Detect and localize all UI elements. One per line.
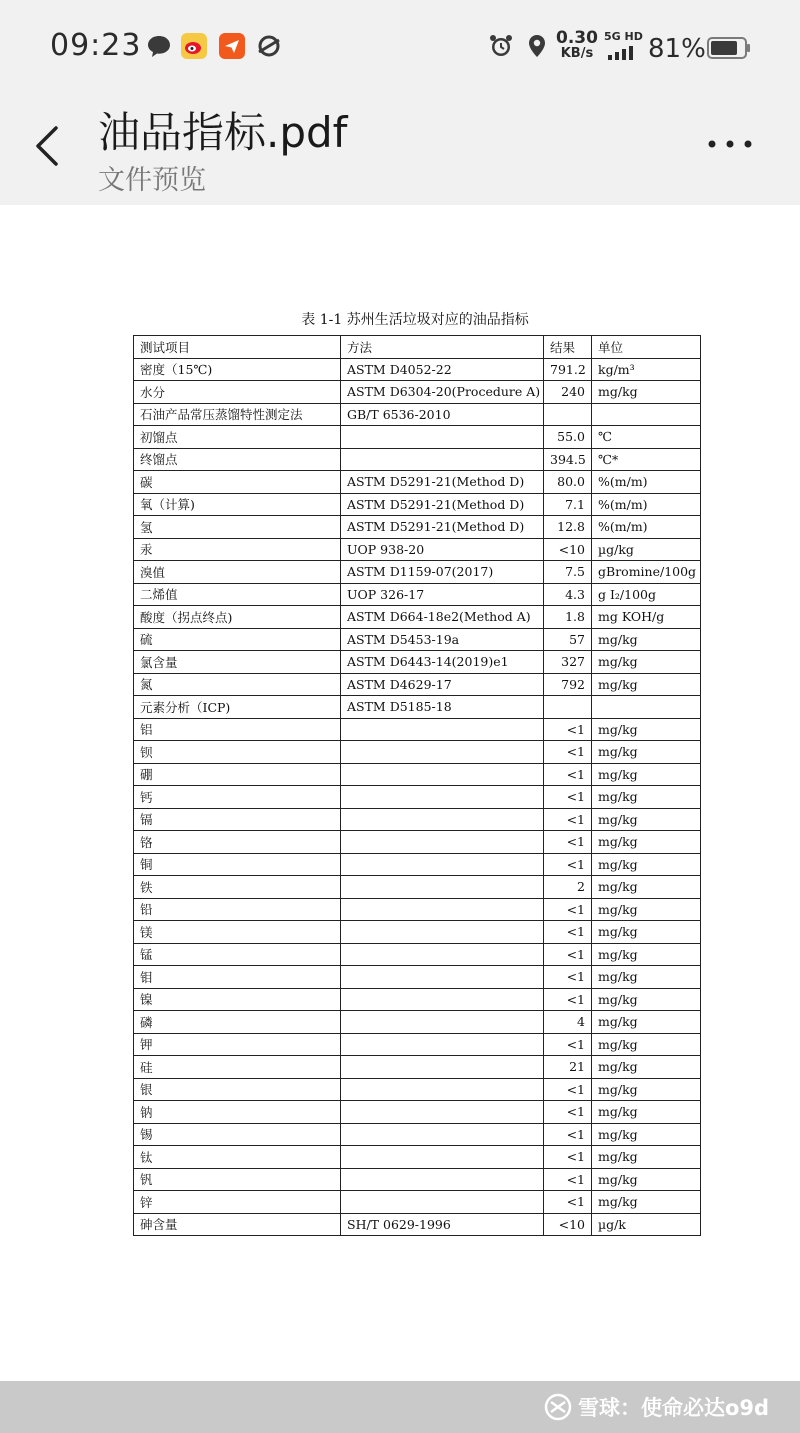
row-item: 钼 bbox=[134, 966, 341, 989]
row-unit: mg/kg bbox=[592, 718, 701, 741]
row-result: 394.5 bbox=[544, 448, 592, 471]
row-unit: gBromine/100g bbox=[592, 561, 701, 584]
row-result: <1 bbox=[544, 853, 592, 876]
row-item: 密度（15℃) bbox=[134, 358, 341, 381]
watermark-text: 雪球：使命必达o9d bbox=[578, 1396, 770, 1420]
row-unit: mg/kg bbox=[592, 966, 701, 989]
table-row bbox=[134, 1191, 701, 1214]
row-method: ASTM D5185-18 bbox=[341, 696, 544, 719]
row-unit: mg/kg bbox=[592, 1191, 701, 1214]
row-result: <1 bbox=[544, 1123, 592, 1146]
row-method bbox=[341, 1191, 544, 1214]
table-row bbox=[134, 966, 701, 989]
table-row bbox=[134, 628, 701, 651]
row-method bbox=[341, 808, 544, 831]
row-method: UOP 326-17 bbox=[341, 583, 544, 606]
row-unit: mg/kg bbox=[592, 1101, 701, 1124]
row-item: 镉 bbox=[134, 808, 341, 831]
row-result bbox=[544, 696, 592, 719]
row-unit: %(m/m) bbox=[592, 493, 701, 516]
row-method: ASTM D6304-20(Procedure A) bbox=[341, 381, 544, 404]
row-item: 镁 bbox=[134, 921, 341, 944]
table-row bbox=[134, 516, 701, 539]
row-method bbox=[341, 966, 544, 989]
table-row bbox=[134, 1056, 701, 1079]
row-method: ASTM D4052-22 bbox=[341, 358, 544, 381]
row-item: 终馏点 bbox=[134, 448, 341, 471]
row-unit: mg/kg bbox=[592, 898, 701, 921]
row-unit: ℃* bbox=[592, 448, 701, 471]
row-item: 钾 bbox=[134, 1033, 341, 1056]
row-unit: g I₂/100g bbox=[592, 583, 701, 606]
row-result: <1 bbox=[544, 1101, 592, 1124]
row-unit: µg/k bbox=[592, 1213, 701, 1236]
row-method: ASTM D6443-14(2019)e1 bbox=[341, 651, 544, 674]
row-item: 硫 bbox=[134, 628, 341, 651]
snowball-logo-icon bbox=[544, 1393, 572, 1421]
file-subtitle: 文件预览 bbox=[98, 165, 206, 196]
row-method bbox=[341, 741, 544, 764]
speed-value: 0.30 bbox=[556, 28, 598, 48]
row-method: SH/T 0629-1996 bbox=[341, 1213, 544, 1236]
row-result: 80.0 bbox=[544, 471, 592, 494]
pdf-preview[interactable] bbox=[0, 205, 800, 1381]
row-unit: %(m/m) bbox=[592, 516, 701, 539]
row-unit: mg/kg bbox=[592, 381, 701, 404]
row-result: <1 bbox=[544, 1146, 592, 1169]
spec-table bbox=[133, 335, 701, 1236]
row-method bbox=[341, 1101, 544, 1124]
row-method bbox=[341, 1123, 544, 1146]
row-unit: mg/kg bbox=[592, 1056, 701, 1079]
row-unit: mg/kg bbox=[592, 1146, 701, 1169]
row-unit: mg/kg bbox=[592, 1078, 701, 1101]
row-result: <1 bbox=[544, 966, 592, 989]
row-item: 钙 bbox=[134, 786, 341, 809]
row-method bbox=[341, 988, 544, 1011]
table-caption: 表 1-1 苏州生活垃圾对应的油品指标 bbox=[301, 312, 529, 328]
row-unit: µg/kg bbox=[592, 538, 701, 561]
row-result: 327 bbox=[544, 651, 592, 674]
table-row bbox=[134, 876, 701, 899]
table-row bbox=[134, 448, 701, 471]
battery-icon bbox=[707, 37, 751, 59]
row-item: 碳 bbox=[134, 471, 341, 494]
row-unit: mg/kg bbox=[592, 1011, 701, 1034]
row-item: 酸度（拐点终点) bbox=[134, 606, 341, 629]
row-method bbox=[341, 448, 544, 471]
row-item: 锰 bbox=[134, 943, 341, 966]
row-unit bbox=[592, 696, 701, 719]
row-method bbox=[341, 426, 544, 449]
row-method bbox=[341, 763, 544, 786]
table-row bbox=[134, 786, 701, 809]
row-item: 氯含量 bbox=[134, 651, 341, 674]
table-row bbox=[134, 988, 701, 1011]
row-unit: mg/kg bbox=[592, 831, 701, 854]
header-result: 结果 bbox=[544, 336, 592, 359]
row-unit: mg/kg bbox=[592, 763, 701, 786]
row-method bbox=[341, 1056, 544, 1079]
row-result bbox=[544, 403, 592, 426]
table-row bbox=[134, 538, 701, 561]
table-row bbox=[134, 651, 701, 674]
row-method bbox=[341, 898, 544, 921]
row-unit: mg/kg bbox=[592, 921, 701, 944]
signal-icon bbox=[608, 46, 640, 60]
row-unit: ℃ bbox=[592, 426, 701, 449]
row-method bbox=[341, 921, 544, 944]
row-result: <1 bbox=[544, 898, 592, 921]
row-result: <1 bbox=[544, 1191, 592, 1214]
row-item: 砷含量 bbox=[134, 1213, 341, 1236]
row-item: 铬 bbox=[134, 831, 341, 854]
network-type: 5G HD bbox=[604, 30, 643, 43]
row-method bbox=[341, 943, 544, 966]
table-row bbox=[134, 1078, 701, 1101]
row-unit: mg/kg bbox=[592, 876, 701, 899]
row-result: <1 bbox=[544, 786, 592, 809]
row-result: 12.8 bbox=[544, 516, 592, 539]
weibo-icon bbox=[181, 33, 207, 59]
table-row bbox=[134, 561, 701, 584]
row-item: 锌 bbox=[134, 1191, 341, 1214]
row-unit: mg KOH/g bbox=[592, 606, 701, 629]
table-row bbox=[134, 381, 701, 404]
chat-bubble-icon bbox=[146, 33, 172, 59]
row-result: 57 bbox=[544, 628, 592, 651]
row-item: 锡 bbox=[134, 1123, 341, 1146]
row-item: 硅 bbox=[134, 1056, 341, 1079]
table-row bbox=[134, 921, 701, 944]
table-row bbox=[134, 358, 701, 381]
table-row bbox=[134, 583, 701, 606]
alarm-icon bbox=[488, 33, 514, 59]
table-row bbox=[134, 1168, 701, 1191]
row-unit: mg/kg bbox=[592, 988, 701, 1011]
row-result: <1 bbox=[544, 988, 592, 1011]
planet-icon bbox=[256, 33, 282, 59]
row-result: <1 bbox=[544, 1168, 592, 1191]
row-result: 7.5 bbox=[544, 561, 592, 584]
row-item: 银 bbox=[134, 1078, 341, 1101]
row-method: ASTM D5291-21(Method D) bbox=[341, 471, 544, 494]
row-method bbox=[341, 876, 544, 899]
table-row bbox=[134, 471, 701, 494]
send-app-icon bbox=[219, 33, 245, 59]
row-item: 氢 bbox=[134, 516, 341, 539]
clock: 09:23 bbox=[50, 28, 142, 63]
row-item: 氮 bbox=[134, 673, 341, 696]
table-row bbox=[134, 741, 701, 764]
battery-percent: 81% bbox=[648, 34, 706, 64]
row-item: 元素分析（ICP) bbox=[134, 696, 341, 719]
row-item: 钒 bbox=[134, 1168, 341, 1191]
row-item: 硼 bbox=[134, 763, 341, 786]
row-unit: mg/kg bbox=[592, 853, 701, 876]
row-method: ASTM D1159-07(2017) bbox=[341, 561, 544, 584]
row-item: 钠 bbox=[134, 1101, 341, 1124]
header-item: 测试项目 bbox=[134, 336, 341, 359]
table-row bbox=[134, 853, 701, 876]
row-unit: mg/kg bbox=[592, 943, 701, 966]
row-result: 791.2 bbox=[544, 358, 592, 381]
back-arrow-icon[interactable] bbox=[30, 122, 66, 170]
table-row bbox=[134, 943, 701, 966]
row-result: 7.1 bbox=[544, 493, 592, 516]
row-method: ASTM D4629-17 bbox=[341, 673, 544, 696]
row-result: <1 bbox=[544, 831, 592, 854]
row-item: 铝 bbox=[134, 718, 341, 741]
row-unit: mg/kg bbox=[592, 628, 701, 651]
file-title: 油品指标.pdf bbox=[98, 108, 348, 157]
table-row bbox=[134, 1123, 701, 1146]
row-method bbox=[341, 1146, 544, 1169]
speed-unit: KB/s bbox=[560, 46, 594, 61]
row-item: 二烯值 bbox=[134, 583, 341, 606]
row-method bbox=[341, 1011, 544, 1034]
row-result: 792 bbox=[544, 673, 592, 696]
row-method bbox=[341, 1078, 544, 1101]
row-item: 石油产品常压蒸馏特性测定法 bbox=[134, 403, 341, 426]
row-item: 铅 bbox=[134, 898, 341, 921]
row-result: <1 bbox=[544, 808, 592, 831]
status-bar bbox=[0, 0, 800, 92]
row-result: <1 bbox=[544, 1033, 592, 1056]
row-item: 氧（计算) bbox=[134, 493, 341, 516]
row-unit: mg/kg bbox=[592, 786, 701, 809]
row-result: 55.0 bbox=[544, 426, 592, 449]
row-unit: mg/kg bbox=[592, 808, 701, 831]
row-unit: %(m/m) bbox=[592, 471, 701, 494]
row-method bbox=[341, 853, 544, 876]
row-result: 1.8 bbox=[544, 606, 592, 629]
row-method: GB/T 6536-2010 bbox=[341, 403, 544, 426]
row-item: 初馏点 bbox=[134, 426, 341, 449]
row-unit: mg/kg bbox=[592, 741, 701, 764]
row-method bbox=[341, 718, 544, 741]
row-item: 铁 bbox=[134, 876, 341, 899]
row-method bbox=[341, 1033, 544, 1056]
network-speed bbox=[556, 30, 598, 62]
row-result: <1 bbox=[544, 741, 592, 764]
table-row bbox=[134, 718, 701, 741]
table-row bbox=[134, 1146, 701, 1169]
table-row bbox=[134, 1033, 701, 1056]
more-options-icon[interactable] bbox=[704, 134, 756, 154]
row-item: 水分 bbox=[134, 381, 341, 404]
row-result: <1 bbox=[544, 718, 592, 741]
row-item: 钡 bbox=[134, 741, 341, 764]
row-item: 铜 bbox=[134, 853, 341, 876]
table-header-row bbox=[134, 336, 701, 359]
table-row bbox=[134, 426, 701, 449]
row-result: <1 bbox=[544, 1078, 592, 1101]
row-method: ASTM D664-18e2(Method A) bbox=[341, 606, 544, 629]
row-method: ASTM D5291-21(Method D) bbox=[341, 516, 544, 539]
table-row bbox=[134, 606, 701, 629]
table-row bbox=[134, 808, 701, 831]
watermark-bar bbox=[0, 1381, 800, 1433]
row-result: <1 bbox=[544, 943, 592, 966]
row-method bbox=[341, 1168, 544, 1191]
row-unit: mg/kg bbox=[592, 1033, 701, 1056]
location-icon bbox=[524, 33, 550, 59]
table-row bbox=[134, 696, 701, 719]
row-item: 溴值 bbox=[134, 561, 341, 584]
row-method bbox=[341, 786, 544, 809]
table-row bbox=[134, 898, 701, 921]
table-row bbox=[134, 493, 701, 516]
row-item: 磷 bbox=[134, 1011, 341, 1034]
table-row bbox=[134, 763, 701, 786]
header-unit: 单位 bbox=[592, 336, 701, 359]
row-result: <1 bbox=[544, 763, 592, 786]
row-result: 2 bbox=[544, 876, 592, 899]
row-result: 240 bbox=[544, 381, 592, 404]
row-item: 镍 bbox=[134, 988, 341, 1011]
row-result: <10 bbox=[544, 538, 592, 561]
table-row bbox=[134, 1213, 701, 1236]
row-method: UOP 938-20 bbox=[341, 538, 544, 561]
row-result: 4.3 bbox=[544, 583, 592, 606]
row-unit: mg/kg bbox=[592, 1123, 701, 1146]
row-item: 钛 bbox=[134, 1146, 341, 1169]
row-method bbox=[341, 831, 544, 854]
row-result: 4 bbox=[544, 1011, 592, 1034]
table-row bbox=[134, 673, 701, 696]
row-result: 21 bbox=[544, 1056, 592, 1079]
table-row bbox=[134, 831, 701, 854]
row-method: ASTM D5291-21(Method D) bbox=[341, 493, 544, 516]
table-row bbox=[134, 403, 701, 426]
row-item: 汞 bbox=[134, 538, 341, 561]
app-header bbox=[0, 92, 800, 205]
row-unit: kg/m³ bbox=[592, 358, 701, 381]
row-result: <1 bbox=[544, 921, 592, 944]
row-result: <10 bbox=[544, 1213, 592, 1236]
row-method: ASTM D5453-19a bbox=[341, 628, 544, 651]
header-method: 方法 bbox=[341, 336, 544, 359]
table-row bbox=[134, 1101, 701, 1124]
row-unit: mg/kg bbox=[592, 1168, 701, 1191]
row-unit bbox=[592, 403, 701, 426]
table-row bbox=[134, 1011, 701, 1034]
row-unit: mg/kg bbox=[592, 673, 701, 696]
row-unit: mg/kg bbox=[592, 651, 701, 674]
